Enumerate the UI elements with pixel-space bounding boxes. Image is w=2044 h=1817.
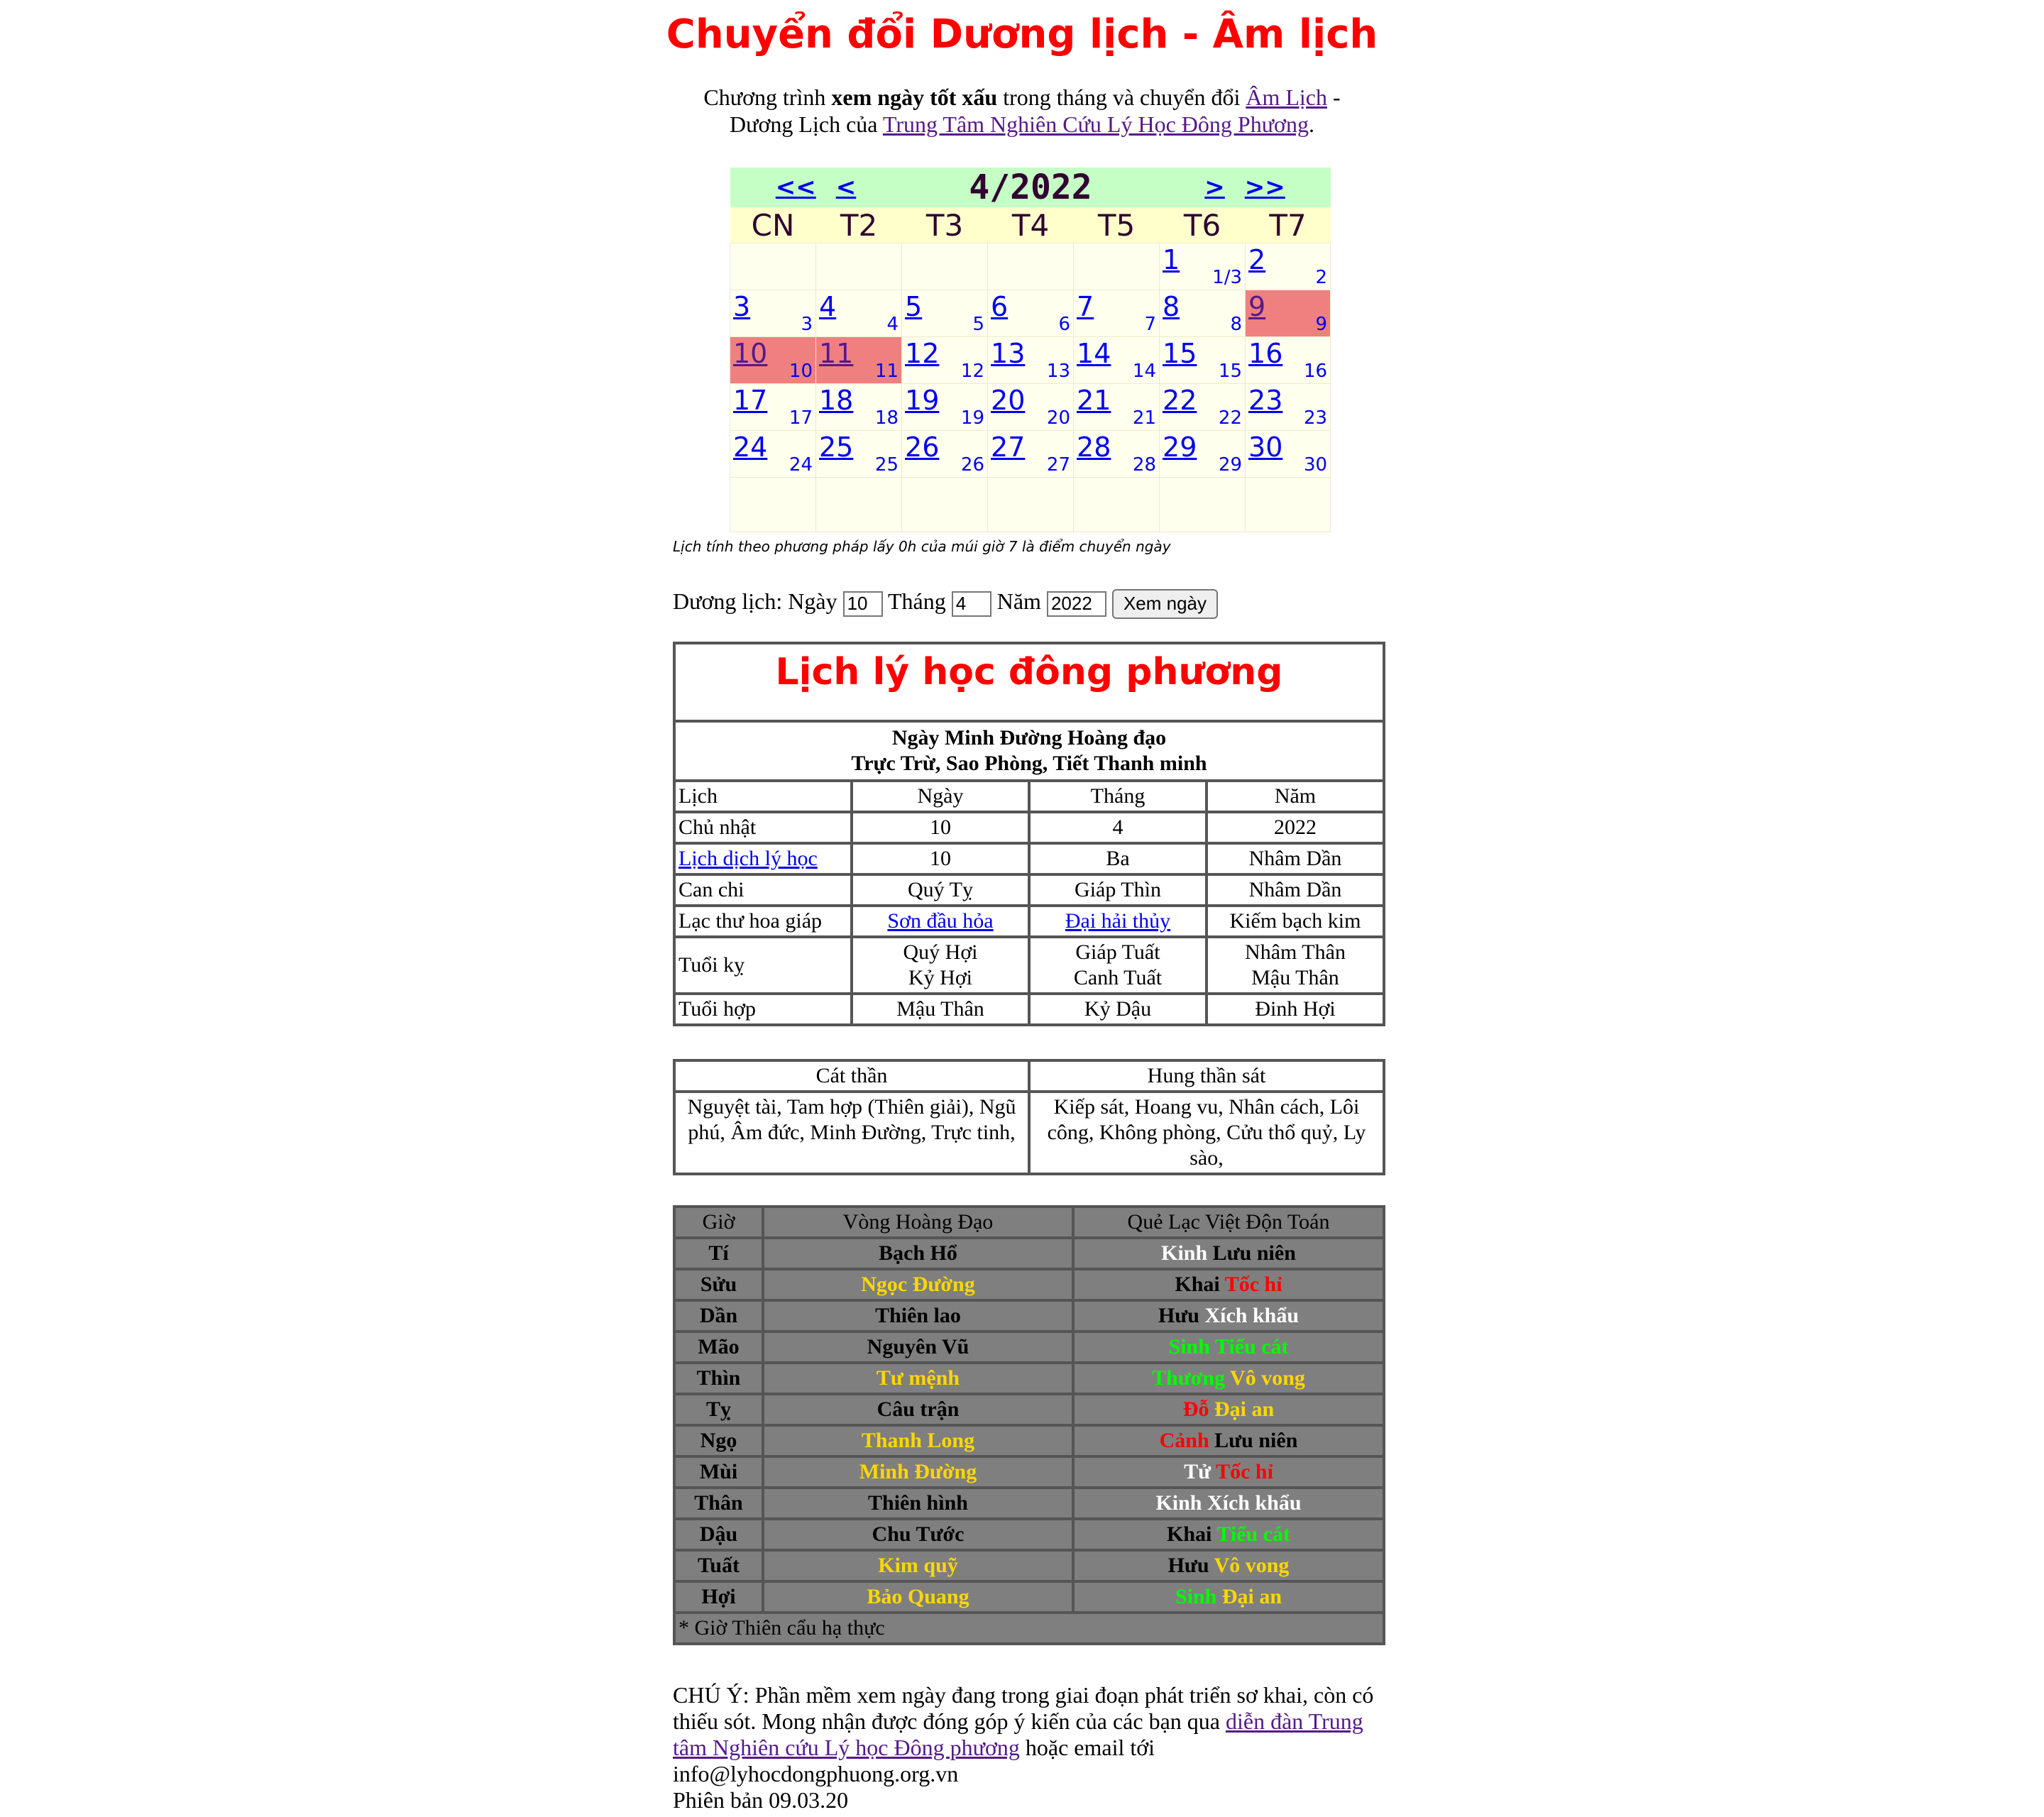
tuoiky-day-1: Quý Hợi xyxy=(903,940,978,964)
next-month-link[interactable]: > xyxy=(1204,173,1225,202)
que-part-1: Cảnh xyxy=(1159,1429,1209,1452)
que-value xyxy=(1073,1456,1384,1488)
hours-header-hoangdao: Vòng Hoàng Đạo xyxy=(763,1207,1073,1238)
calendar-empty-cell xyxy=(988,243,1074,290)
hung-than-list: Kiếp sát, Hoang vu, Nhân cách, Lôi công, Không phòng, Cửu thổ quỷ, Ly sào, xyxy=(1029,1092,1384,1174)
calendar-day-link[interactable]: 23 xyxy=(1248,385,1283,416)
lunar-day-number: 26 xyxy=(960,454,985,476)
que-part-1: Kinh xyxy=(1155,1491,1202,1515)
lunar-day-number: 21 xyxy=(1132,407,1157,429)
next-year-link[interactable]: >> xyxy=(1244,173,1285,202)
calendar-day-link[interactable]: 3 xyxy=(733,291,751,322)
que-part-1: Kinh xyxy=(1161,1241,1208,1265)
calendar-day-link[interactable]: 11 xyxy=(819,338,854,369)
weekday-header: T3 xyxy=(902,207,988,243)
calendar-day-cell xyxy=(902,290,988,337)
lunar-day-number: 8 xyxy=(1230,314,1243,335)
que-part-1: Đỗ xyxy=(1182,1398,1209,1421)
weekday-header-row xyxy=(730,207,1331,243)
lunar-day-number: 24 xyxy=(789,454,813,476)
hours-header-hour: Giờ xyxy=(674,1207,763,1238)
calendar-day-link[interactable]: 17 xyxy=(733,385,768,416)
calendar-weeks xyxy=(730,243,1331,532)
version-text: Phiên bản 09.03.20 xyxy=(673,1787,849,1813)
que-part-2: Tốc hỉ xyxy=(1216,1460,1273,1483)
solar-weekday: Chủ nhật xyxy=(674,812,852,843)
lacthu-month-cell xyxy=(1029,906,1207,937)
dai-hai-thuy-link[interactable]: Đại hải thủy xyxy=(1065,909,1171,933)
lunar-day-number: 30 xyxy=(1303,454,1328,476)
hung-than-header: Hung thần sát xyxy=(1029,1060,1384,1092)
center-link[interactable]: Trung Tâm Nghiên Cứu Lý Học Đông Phương xyxy=(882,111,1309,137)
calendar-day-cell xyxy=(816,337,902,384)
calendar-day-link[interactable]: 29 xyxy=(1163,432,1197,463)
que-part-2: Đại an xyxy=(1214,1398,1275,1421)
canchi-month: Giáp Thìn xyxy=(1029,874,1207,906)
canchi-row xyxy=(674,874,1384,906)
calendar-day-cell xyxy=(988,337,1074,384)
lunar-day-number: 29 xyxy=(1218,454,1243,476)
hour-row xyxy=(674,1332,1384,1363)
hour-row xyxy=(674,1363,1384,1394)
calendar-day-link[interactable]: 7 xyxy=(1077,291,1094,322)
hoang-dao-value: Thanh Long xyxy=(763,1425,1073,1456)
am-lich-link[interactable]: Âm Lịch xyxy=(1246,84,1327,110)
calendar-day-link[interactable]: 14 xyxy=(1077,338,1111,369)
que-part-2: Lưu niên xyxy=(1212,1241,1296,1265)
hoang-dao-value: Bảo Quang xyxy=(763,1581,1073,1613)
calendar-day-cell xyxy=(1246,243,1331,290)
calendar-day-cell xyxy=(1246,431,1331,478)
calendar-day-link[interactable]: 12 xyxy=(905,338,940,369)
tuoiky-year-1: Nhâm Thân xyxy=(1245,940,1346,964)
calendar-day-cell xyxy=(902,384,988,431)
calendar-day-link[interactable]: 2 xyxy=(1248,244,1266,275)
calendar-day-link[interactable]: 9 xyxy=(1248,291,1266,322)
calendar-day-link[interactable]: 22 xyxy=(1163,385,1197,416)
que-part-1: Hưu xyxy=(1158,1304,1199,1327)
intro-bold: xem ngày tốt xấu xyxy=(831,84,998,110)
hoang-dao-value: Thiên hình xyxy=(763,1488,1073,1519)
hours-rows xyxy=(674,1238,1384,1613)
calendar-week xyxy=(730,431,1331,478)
calendar-day-link[interactable]: 10 xyxy=(733,338,768,369)
lunar-day-number: 2 xyxy=(1315,267,1328,288)
calendar-week xyxy=(730,384,1331,431)
tuoiky-day-2: Kỷ Hợi xyxy=(908,966,973,989)
calendar-nav-prev xyxy=(730,168,902,207)
calendar-day-link[interactable]: 21 xyxy=(1077,385,1111,416)
que-part-1: Thương xyxy=(1152,1366,1226,1390)
calendar-empty-cell xyxy=(902,243,988,290)
calendar-empty-cell xyxy=(816,243,902,290)
que-value xyxy=(1073,1519,1384,1550)
solar-year: 2022 xyxy=(1207,812,1384,843)
prev-month-link[interactable]: < xyxy=(835,173,857,202)
lunar-day-number: 23 xyxy=(1303,407,1328,429)
hoang-dao-value: Ngọc Đường xyxy=(763,1269,1073,1300)
date-form xyxy=(673,585,1218,619)
calendar-day-cell xyxy=(1160,243,1246,290)
que-value xyxy=(1073,1363,1384,1394)
hour-name: Tí xyxy=(674,1238,763,1269)
que-value xyxy=(1073,1332,1384,1363)
lunar-day-number: 17 xyxy=(789,407,813,429)
que-value xyxy=(1073,1550,1384,1581)
header-month: Tháng xyxy=(1029,781,1207,812)
lunar-day-number: 5 xyxy=(972,314,985,335)
hours-header-que: Quẻ Lạc Việt Độn Toán xyxy=(1073,1207,1384,1238)
lunar-day-number: 3 xyxy=(801,314,813,335)
weekday-header: T2 xyxy=(816,207,902,243)
intro-middle: trong tháng và chuyển đổi xyxy=(997,84,1246,110)
tuoihop-month: Kỷ Dậu xyxy=(1029,994,1207,1025)
calendar-day-cell xyxy=(1160,384,1246,431)
footer-note xyxy=(673,1682,1385,1813)
calendar-day-cell xyxy=(730,431,816,478)
lunar-year: Nhâm Dần xyxy=(1207,843,1384,874)
tuoiky-row xyxy=(674,937,1384,994)
hour-name: Thìn xyxy=(674,1363,763,1394)
calendar-day-cell xyxy=(1074,384,1160,431)
hour-name: Ngọ xyxy=(674,1425,763,1456)
tuoihop-label: Tuổi hợp xyxy=(674,994,852,1025)
que-part-2: Tiểu cát xyxy=(1214,1335,1289,1358)
que-part-1: Khai xyxy=(1175,1273,1220,1296)
header-day: Ngày xyxy=(852,781,1029,812)
calendar-day-link[interactable]: 5 xyxy=(905,291,923,322)
que-part-1: Hưu xyxy=(1167,1554,1209,1577)
calendar-day-link[interactable]: 4 xyxy=(819,291,837,322)
weekday-header: T4 xyxy=(988,207,1074,243)
summary-line1: Ngày Minh Đường Hoàng đạo xyxy=(891,726,1167,750)
tuoiky-month-2: Canh Tuất xyxy=(1073,966,1163,989)
calendar-week xyxy=(730,290,1331,337)
hoang-dao-value: Nguyên Vũ xyxy=(763,1332,1073,1363)
hoang-dao-value: Câu trận xyxy=(763,1394,1073,1425)
calendar-day-cell xyxy=(1160,337,1246,384)
calendar-day-link[interactable]: 28 xyxy=(1077,432,1111,463)
calendar-day-link[interactable]: 27 xyxy=(991,432,1026,463)
calendar-empty-cell xyxy=(730,478,816,532)
lunar-day-number: 4 xyxy=(886,314,899,335)
hour-row xyxy=(674,1456,1384,1488)
hour-name: Tỵ xyxy=(674,1394,763,1425)
calendar-day-cell xyxy=(988,290,1074,337)
hoang-dao-value: Bạch Hổ xyxy=(763,1238,1073,1269)
lunar-label-cell xyxy=(674,843,852,874)
que-part-1: Khai xyxy=(1167,1522,1212,1546)
hoang-dao-value: Tư mệnh xyxy=(763,1363,1073,1394)
day-info-table xyxy=(673,642,1385,1026)
calendar-empty-cell xyxy=(902,478,988,532)
hours-table xyxy=(673,1205,1385,1645)
lunar-day-number: 7 xyxy=(1144,314,1157,335)
calendar-day-link[interactable]: 19 xyxy=(905,385,940,416)
weekday-header: T5 xyxy=(1074,207,1160,243)
calendar-day-cell xyxy=(1074,290,1160,337)
calendar-day-cell xyxy=(1074,337,1160,384)
hour-row xyxy=(674,1550,1384,1581)
tuoiky-month xyxy=(1029,937,1207,994)
lunar-day-number: 19 xyxy=(960,407,985,429)
calendar-day-cell xyxy=(1246,384,1331,431)
lunar-day-number: 9 xyxy=(1315,314,1328,335)
lacthu-year: Kiếm bạch kim xyxy=(1207,906,1384,937)
calendar-day-cell xyxy=(988,431,1074,478)
calendar-day-cell xyxy=(902,337,988,384)
lacthu-label: Lạc thư hoa giáp xyxy=(674,906,852,937)
lunar-day-number: 10 xyxy=(789,361,813,382)
header-calendar: Lịch xyxy=(674,781,852,812)
year-label: Năm xyxy=(996,588,1041,614)
que-part-1: Sinh xyxy=(1175,1585,1217,1608)
lunar-day-number: 20 xyxy=(1046,407,1071,429)
view-day-button[interactable]: Xem ngày xyxy=(1112,589,1218,619)
tuoiky-label: Tuổi kỵ xyxy=(674,937,852,994)
hour-row xyxy=(674,1519,1384,1550)
lunar-day-number: 1/3 xyxy=(1212,267,1243,288)
que-part-2: Xích khẩu xyxy=(1204,1304,1300,1327)
lunar-day-number: 15 xyxy=(1218,361,1243,382)
hour-name: Sửu xyxy=(674,1269,763,1300)
calendar-day-link[interactable]: 25 xyxy=(819,432,854,463)
lunar-day-number: 27 xyxy=(1046,454,1071,476)
day-label: Dương lịch: Ngày xyxy=(673,588,837,614)
day-input[interactable] xyxy=(843,591,883,617)
que-value xyxy=(1073,1394,1384,1425)
footer-text2: hoặc email tới info@lyhocdongphuong.org.vn xyxy=(673,1735,1155,1786)
calendar-empty-cell xyxy=(1074,243,1160,290)
calendar-empty-cell xyxy=(730,243,816,290)
tuoihop-day: Mậu Thân xyxy=(852,994,1029,1025)
que-value xyxy=(1073,1238,1384,1269)
summary-line2: Trực Trừ, Sao Phòng, Tiết Thanh minh xyxy=(851,752,1207,775)
lunar-day-number: 13 xyxy=(1046,361,1071,382)
que-value xyxy=(1073,1581,1384,1613)
hour-row xyxy=(674,1238,1384,1269)
gods-table xyxy=(673,1059,1385,1175)
tuoihop-year: Đinh Hợi xyxy=(1207,994,1384,1025)
lunar-day-number: 28 xyxy=(1132,454,1157,476)
calendar-day-link[interactable]: 15 xyxy=(1163,338,1197,369)
calendar-day-cell xyxy=(1246,337,1331,384)
calendar-day-link[interactable]: 24 xyxy=(733,432,768,463)
lunar-month: Ba xyxy=(1029,843,1207,874)
info-title: Lịch lý học đông phương xyxy=(674,643,1384,721)
hoang-dao-value: Thiên lao xyxy=(763,1300,1073,1332)
canchi-label: Can chi xyxy=(674,874,852,906)
day-summary xyxy=(674,721,1384,781)
hour-name: Thân xyxy=(674,1488,763,1519)
year-input[interactable] xyxy=(1047,591,1106,617)
calendar-empty-cell xyxy=(1160,478,1246,532)
calendar-day-cell xyxy=(816,290,902,337)
hour-name: Hợi xyxy=(674,1581,763,1613)
lich-dich-ly-hoc-link[interactable]: Lịch dịch lý học xyxy=(678,847,818,870)
month-input[interactable] xyxy=(952,591,991,617)
calendar-note: Lịch tính theo phương pháp lấy 0h của múi giờ 7 là điểm chuyển ngày xyxy=(673,538,1171,555)
lunar-day-number: 22 xyxy=(1218,407,1243,429)
calendar-day-cell xyxy=(1160,431,1246,478)
calendar-day-link[interactable]: 20 xyxy=(991,385,1026,416)
hour-row xyxy=(674,1269,1384,1300)
calendar-day-cell xyxy=(1246,290,1331,337)
tuoiky-day xyxy=(852,937,1029,994)
calendar-day-link[interactable]: 8 xyxy=(1163,291,1180,322)
calendar-day-cell xyxy=(902,431,988,478)
footer-text1: CHÚ Ý: Phần mềm xem ngày đang trong giai đoạn phát triển sơ khai, còn có thiếu sót. Mong nhận được đóng góp ý kiến của các bạn qua xyxy=(673,1682,1374,1734)
cat-than-list: Nguyệt tài, Tam hợp (Thiên giải), Ngũ phú, Âm đức, Minh Đường, Trực tinh, xyxy=(674,1092,1029,1174)
month-calendar xyxy=(730,168,1331,532)
tuoiky-month-1: Giáp Tuất xyxy=(1075,940,1160,964)
tuoiky-year-2: Mậu Thân xyxy=(1251,966,1339,989)
hour-row xyxy=(674,1425,1384,1456)
calendar-day-link[interactable]: 6 xyxy=(991,291,1009,322)
prev-year-link[interactable]: << xyxy=(775,173,816,202)
que-part-2: Đại an xyxy=(1221,1585,1282,1608)
weekday-header: T6 xyxy=(1160,207,1246,243)
calendar-week xyxy=(730,337,1331,384)
hoang-dao-value: Chu Tước xyxy=(763,1519,1073,1550)
month-label: Tháng xyxy=(887,588,946,614)
canchi-year: Nhâm Dần xyxy=(1207,874,1384,906)
solar-row xyxy=(674,812,1384,843)
hoang-dao-value: Kim quỹ xyxy=(763,1550,1073,1581)
calendar-day-link[interactable]: 26 xyxy=(905,432,940,463)
hour-name: Dần xyxy=(674,1300,763,1332)
lunar-row xyxy=(674,843,1384,874)
calendar-nav-next xyxy=(1160,168,1331,207)
que-part-2: Xích khẩu xyxy=(1207,1491,1302,1515)
tuoiky-year xyxy=(1207,937,1384,994)
que-part-1: Tử xyxy=(1184,1460,1211,1483)
calendar-day-cell xyxy=(1074,431,1160,478)
que-part-2: Lưu niên xyxy=(1214,1429,1298,1452)
calendar-week xyxy=(730,243,1331,290)
weekday-header: CN xyxy=(730,207,816,243)
lacthu-day-cell xyxy=(852,906,1029,937)
hours-header-row xyxy=(674,1207,1384,1238)
calendar-day-link[interactable]: 18 xyxy=(819,385,854,416)
intro-suffix: . xyxy=(1308,111,1314,137)
hour-name: Tuất xyxy=(674,1550,763,1581)
info-header-row xyxy=(674,781,1384,812)
calendar-empty-cell xyxy=(1246,478,1331,532)
cat-than-header: Cát thần xyxy=(674,1060,1029,1092)
hour-row xyxy=(674,1300,1384,1332)
lacthu-row xyxy=(674,906,1384,937)
lunar-day-number: 6 xyxy=(1058,314,1071,335)
header-year: Năm xyxy=(1207,781,1384,812)
que-part-2: Vô vong xyxy=(1214,1554,1290,1577)
canchi-day: Quý Tỵ xyxy=(852,874,1029,906)
que-part-2: Vô vong xyxy=(1230,1366,1305,1390)
que-value xyxy=(1073,1488,1384,1519)
solar-month: 4 xyxy=(1029,812,1207,843)
calendar-day-cell xyxy=(816,431,902,478)
calendar-day-cell xyxy=(730,384,816,431)
calendar-day-cell xyxy=(988,384,1074,431)
que-part-2: Tốc hỉ xyxy=(1224,1273,1282,1296)
intro-text xyxy=(703,84,1341,138)
lunar-day-number: 12 xyxy=(960,361,985,382)
intro-middle2: - Dương Lịch của xyxy=(730,84,1341,137)
son-dau-hoa-link[interactable]: Sơn đầu hỏa xyxy=(887,909,994,933)
calendar-day-link[interactable]: 1 xyxy=(1163,244,1180,275)
que-value xyxy=(1073,1425,1384,1456)
hour-row xyxy=(674,1394,1384,1425)
page-title: Chuyển đổi Dương lịch - Âm lịch xyxy=(666,11,1378,57)
lunar-day: 10 xyxy=(852,843,1029,874)
tuoihop-row xyxy=(674,994,1384,1025)
calendar-day-cell xyxy=(1160,290,1246,337)
calendar-day-cell xyxy=(730,290,816,337)
hour-row xyxy=(674,1581,1384,1613)
calendar-day-cell xyxy=(730,337,816,384)
hoang-dao-value: Minh Đường xyxy=(763,1456,1073,1488)
calendar-week xyxy=(730,478,1331,532)
que-value xyxy=(1073,1300,1384,1332)
calendar-empty-cell xyxy=(988,478,1074,532)
lunar-day-number: 14 xyxy=(1132,361,1157,382)
lunar-day-number: 25 xyxy=(874,454,899,476)
que-value xyxy=(1073,1269,1384,1300)
lunar-day-number: 16 xyxy=(1303,361,1328,382)
hour-name: Mão xyxy=(674,1332,763,1363)
calendar-month-label: 4/2022 xyxy=(902,168,1160,207)
hour-name: Dậu xyxy=(674,1519,763,1550)
lunar-day-number: 18 xyxy=(874,407,899,429)
hour-row xyxy=(674,1488,1384,1519)
weekday-header: T7 xyxy=(1246,207,1331,243)
calendar-empty-cell xyxy=(1074,478,1160,532)
que-part-1: Sinh xyxy=(1168,1335,1210,1358)
intro-prefix: Chương trình xyxy=(703,84,832,110)
lunar-day-number: 11 xyxy=(874,361,899,382)
calendar-day-link[interactable]: 16 xyxy=(1248,338,1283,369)
calendar-day-link[interactable]: 30 xyxy=(1248,432,1283,463)
calendar-day-link[interactable]: 13 xyxy=(991,338,1026,369)
calendar-day-cell xyxy=(816,384,902,431)
solar-day: 10 xyxy=(852,812,1029,843)
forum-link[interactable]: diễn đàn Trung tâm Nghiên cứu Lý học Đông phương xyxy=(673,1708,1363,1760)
que-part-2: Tiểu cát xyxy=(1216,1522,1290,1546)
hours-note: * Giờ Thiên cẩu hạ thực xyxy=(674,1613,1384,1644)
calendar-empty-cell xyxy=(816,478,902,532)
hour-name: Mùi xyxy=(674,1456,763,1488)
